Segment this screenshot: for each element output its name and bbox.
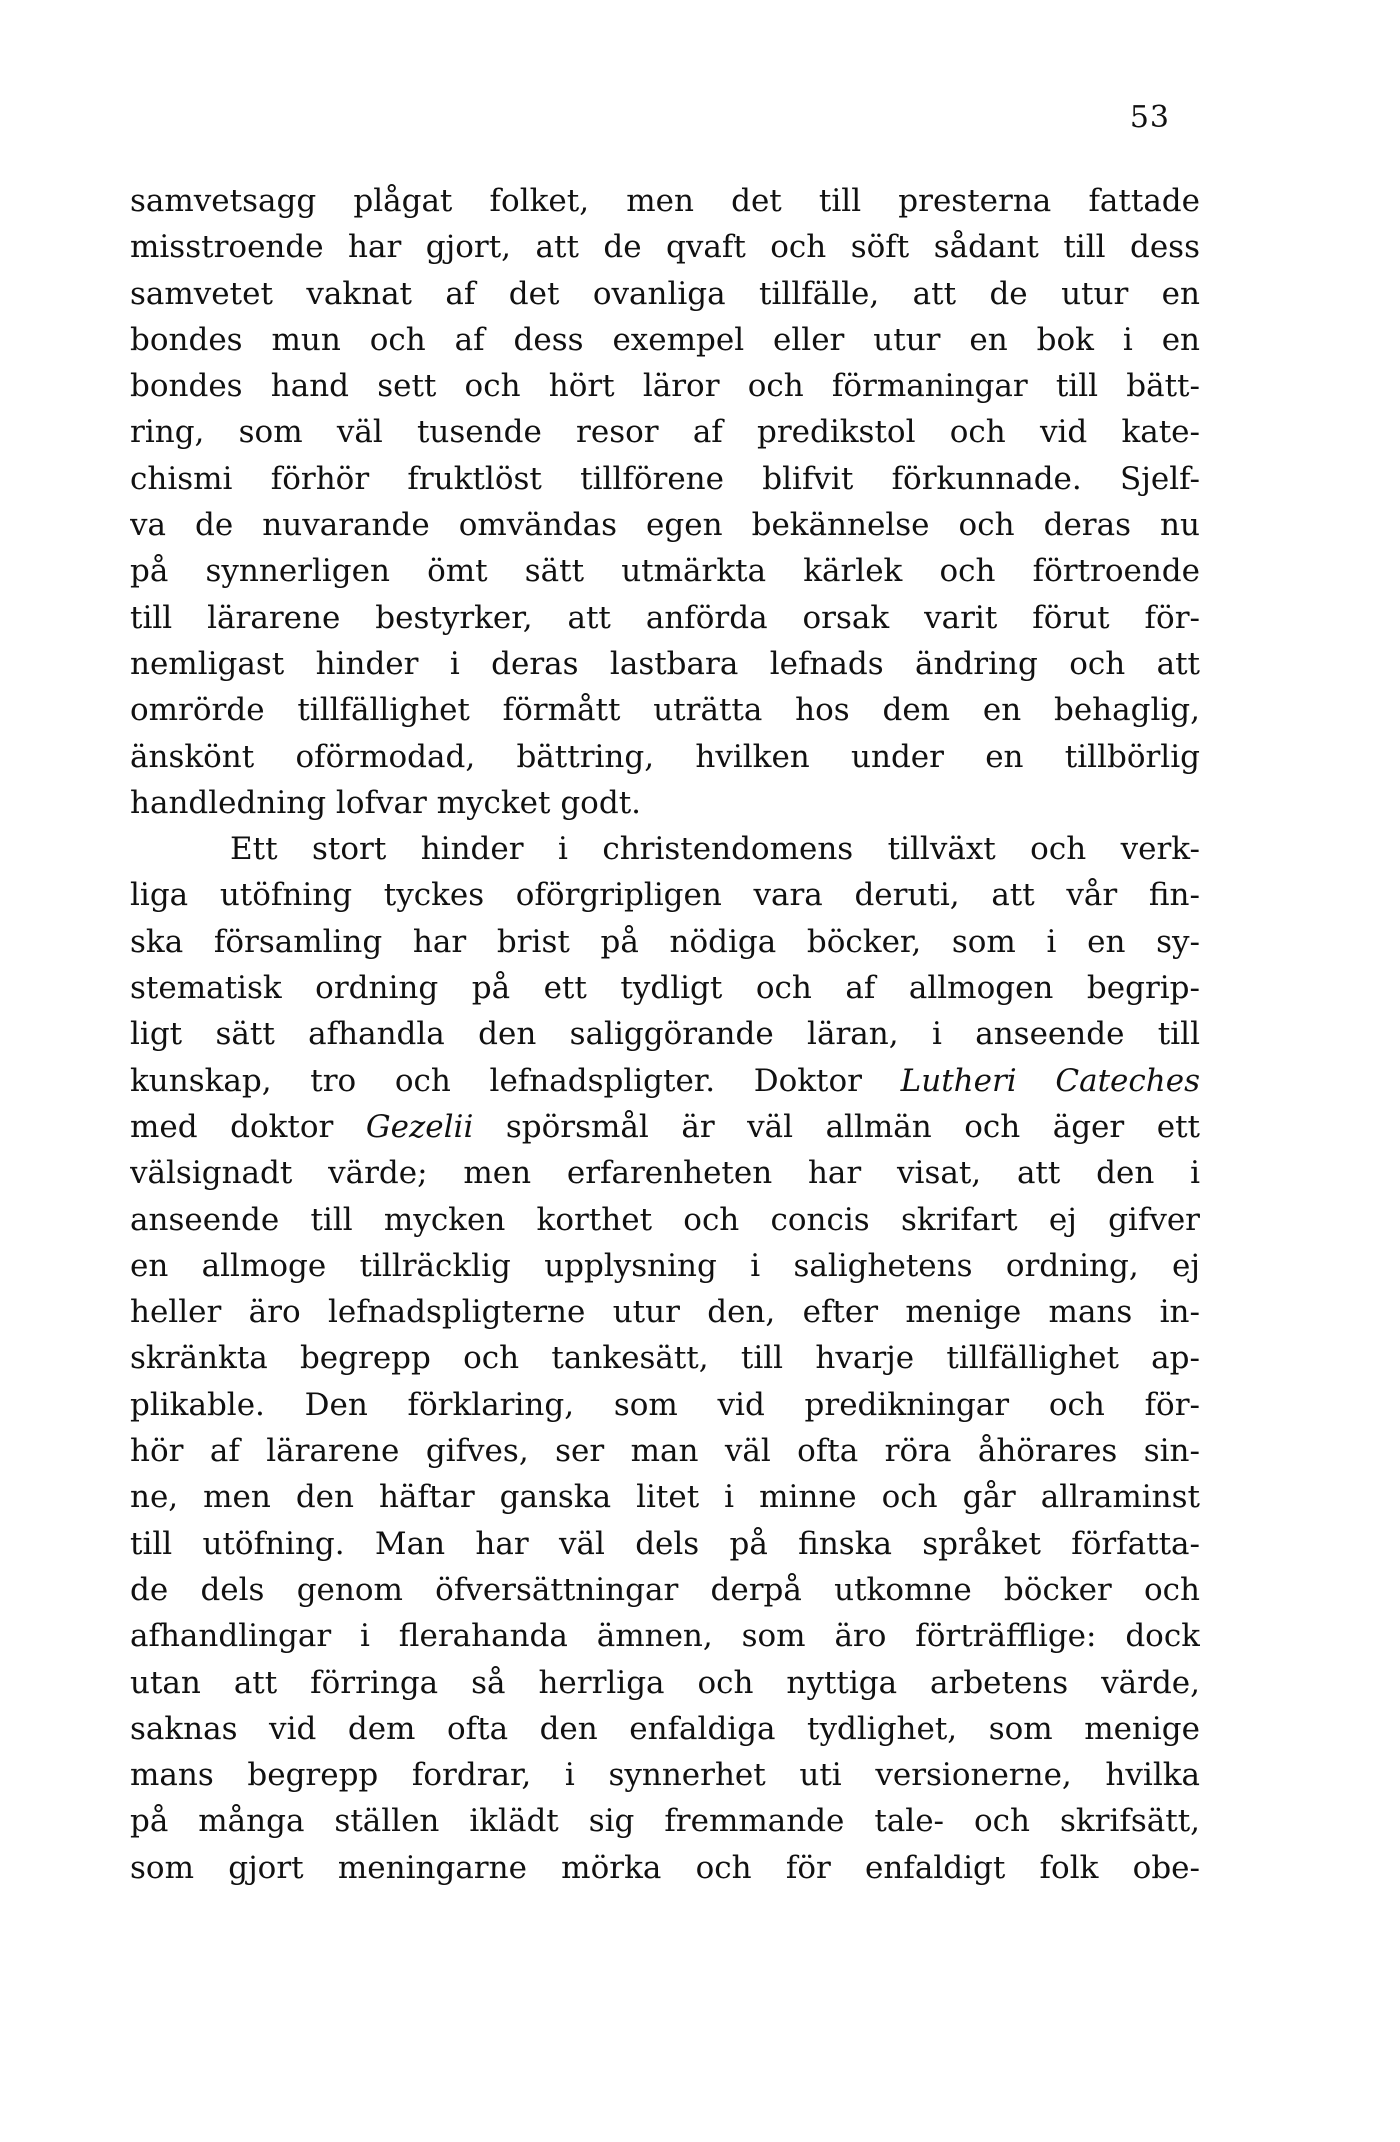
text-line <box>130 1104 1200 1150</box>
text-line: chismi förhör fruktlöst tillförene blifvit förkunnade. Sjelf- <box>130 460 1200 497</box>
body-text <box>130 178 1200 1891</box>
text-line: skränkta begrepp och tankesätt, till hvarje tillfällighet ap- <box>130 1340 1200 1377</box>
text-line: till lärarene bestyrker, att anförda orsak varit förut för- <box>130 599 1200 636</box>
text-line: nemligast hinder i deras lastbara lefnads ändring och att <box>130 645 1200 682</box>
text-line: ring, som väl tusende resor af predikstol och vid kate- <box>130 414 1200 451</box>
italic-title-lutheri: Lutheri Cateches <box>900 1062 1200 1099</box>
text-line: saknas vid dem ofta den enfaldiga tydlighet, som menige <box>130 1710 1200 1747</box>
page-number: 53 <box>1129 100 1170 135</box>
text-line: omrörde tillfällighet förmått uträtta hos dem en behaglig, <box>130 692 1200 729</box>
text-line <box>130 1058 1200 1104</box>
text-line: på många ställen iklädt sig fremmande tale- och skrifsätt, <box>130 1803 1200 1840</box>
text-line: plikable. Den förklaring, som vid predikningar och för- <box>130 1386 1200 1423</box>
text-line: en allmoge tillräcklig upplysning i salighetens ordning, ej <box>130 1247 1200 1284</box>
text-line: anseende till mycken korthet och concis skrifart ej gifver <box>130 1201 1200 1238</box>
text-segment: spörsmål är väl allmän och äger ett <box>473 1108 1200 1145</box>
text-line: afhandlingar i flerahanda ämnen, som äro förträfflige: dock <box>130 1618 1200 1655</box>
text-line: misstroende har gjort, att de qvaft och söft sådant till dess <box>130 229 1200 266</box>
text-line: mans begrepp fordrar, i synnerhet uti versionerne, hvilka <box>130 1757 1200 1794</box>
text-segment: med doktor <box>130 1108 366 1145</box>
text-line: de dels genom öfversättningar derpå utkomne böcker och <box>130 1571 1200 1608</box>
text-line: ska församling har brist på nödiga böcker, som i en sy- <box>130 923 1200 960</box>
text-line: va de nuvarande omvändas egen bekännelse och deras nu <box>130 507 1200 544</box>
text-line: stematisk ordning på ett tydligt och af allmogen begrip- <box>130 970 1200 1007</box>
italic-name-gezelii: Gezelii <box>365 1108 474 1145</box>
paragraph-last-line: handledning lofvar mycket godt. <box>130 784 642 821</box>
text-line: bondes hand sett och hört läror och förmaningar till bätt- <box>130 368 1200 405</box>
text-line: till utöfning. Man har väl dels på finska språket författa- <box>130 1525 1200 1562</box>
paragraph-first-line: Ett stort hinder i christendomens tillväxt och verk- <box>230 831 1200 868</box>
text-segment: kunskap, tro och lefnadspligter. Doktor <box>130 1062 901 1099</box>
text-line: hör af lärarene gifves, ser man väl ofta röra åhörares sin- <box>130 1433 1200 1470</box>
text-line: samvetsagg plågat folket, men det till presterna fattade <box>130 183 1200 219</box>
text-line: liga utöfning tyckes oförgripligen vara deruti, att vår fin- <box>130 877 1200 914</box>
text-line: som gjort meningarne mörka och för enfaldigt folk obe- <box>130 1849 1200 1886</box>
text-line: änskönt oförmodad, bättring, hvilken under en tillbörlig <box>130 738 1200 775</box>
text-line: samvetet vaknat af det ovanliga tillfälle, att de utur en <box>130 275 1200 312</box>
text-line: utan att förringa så herrliga och nyttiga arbetens värde, <box>130 1664 1200 1701</box>
text-line: bondes mun och af dess exempel eller utur en bok i en <box>130 321 1200 358</box>
text-line: ligt sätt afhandla den saliggörande läran, i anseende till <box>130 1016 1200 1053</box>
text-line: på synnerligen ömt sätt utmärkta kärlek och förtroende <box>130 553 1200 590</box>
text-line: välsignadt värde; men erfarenheten har visat, att den i <box>130 1155 1200 1192</box>
text-line: ne, men den häftar ganska litet i minne och går allraminst <box>130 1479 1200 1516</box>
text-line: heller äro lefnadspligterne utur den, efter menige mans in- <box>130 1294 1200 1331</box>
